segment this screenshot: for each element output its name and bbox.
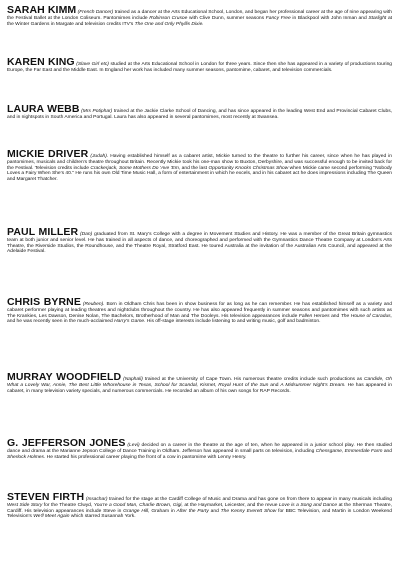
bio-text-run: for BBC Television, and Martin in London Weekend Television's [7,508,392,520]
bio-name: SARAH KIMM [7,4,77,16]
bio-text-run: and the last [180,165,209,171]
bio-text-run: studied at the Arts Educational School in London for three years. Since then she has appeared in a variety of productions touring Europe, the Far East and the Middle East. In England her work has included many summer seasons, pantomime, cabaret, and television commercials. [7,62,393,73]
bio-name: CHRIS BYRNE [7,296,81,308]
bio-text-run: trained at the Jackie Clarke School of Dancing, and has since appeared in the leading West End and Provincial Cabaret Clubs, and in nightspots in South America and Portugal. Laura has also appeared in several pantomimes, most recently at Swansea. [7,109,393,120]
bio-title-italic: West Side Story [7,502,43,508]
bio-title-italic: The One and Only Phyllis Dixie. [134,21,204,27]
bio-text-run: trained at the University of Cape Town. His numerous theatre credits include such productions as [142,377,364,382]
bio-role: (Judah). [90,154,109,159]
bio-title-italic: Chessgame, Emmerdale Farm [315,448,383,454]
bio-name: LAURA WEBB [7,103,80,115]
bio-title-italic: Fallen Heroes [298,313,330,319]
bio-role: (Slave Girl etc) [76,62,109,67]
bio-text-run: for the Theatre Clwyd, [42,502,94,508]
bio-name: PAUL MILLER [7,226,79,238]
bio-title-italic: The Kenny Everett Show [220,508,277,514]
bio-name: G. JEFFERSON JONES [7,437,126,449]
bio-name: STEVEN FIRTH [7,491,85,503]
bio-text-run: and [382,448,392,454]
bio-title-italic: Opportunity Knocks Christmas Show [208,165,289,171]
bio-name: KAREN KING [7,56,75,68]
bio-role: (Mrs Potiphar) [81,109,113,114]
bio-g-jefferson-jones [7,437,392,460]
bio-title-italic: A Midsummer Night's Dream. [280,382,346,388]
bio-title-italic: After the Party [176,508,209,514]
bio-role: (French Dancer) [77,10,114,15]
bio-text-run: trained for the stage at the Cardiff College of Music and Drama and has gone on from there to appear in many musicals including [107,497,392,502]
bio-title-italic: Grange Hill, [123,508,150,514]
bio-text-run: Graham in [149,508,177,514]
bio-text-run: and he was recently seen in the much-acclaimed [7,319,115,325]
bio-text-run: His off-stage interests include listening to and writing music, golf and badminton. [145,319,321,325]
bio-role: (Dan) [80,232,93,237]
bio-text-run: at the Haymarket, Leicester, and the revue [182,502,279,508]
bio-murray-woodfield [7,371,392,394]
bio-steven-firth [7,491,392,520]
bio-role: (Levi) [127,443,140,448]
bio-text-run: Born in Oldham Chris has been in show business for as long as he can remember. He has established himself as a variety and cabaret performer playing at leading theatres and nightclubs throughout the country. He has also appeared frequently in summer seasons and pantomimes with such artists as The Krankies, Les Dawson, Denise Nolan, The Bachelors, Brotherhood of Man and The Dooleys. His television appearances include [7,302,392,319]
bio-text-run: in Blackpool with John Inman and [290,15,369,21]
bio-chris-byrne [7,296,392,325]
bio-name: MICKIE DRIVER [7,148,89,160]
bio-text-run: with Clive Dunn, summer seasons [187,15,266,21]
bio-mickie-driver [7,148,393,183]
bio-role: (Reuben). [82,302,105,307]
bio-role: (Issachar) [85,497,108,502]
bio-title-italic: Starlight [368,15,387,21]
bio-text-run: trained as a dancer at the Arts Educational School, London, and began her professional career at the age of nine appearing with the Festival Ballet at the London Coliseum. Pantomimes include [7,10,392,21]
bio-text-run: He has appeared in cabaret, in many television variety specials, and numerous commercials. He recorded an album of his own songs for RAP Records. [7,382,392,394]
bio-text-run: when Mickie came second performing "Nobody Loves a Fairy When She's 40." He runs his own Old Time Music Hall, a form of entertainment in which he excels, and in his cabaret act he does impressions including The Queen and Margaret Thatcher. [7,165,392,182]
bio-text-run: which starred Susannah York. [69,514,136,520]
bio-title-italic: Sherlock Holmes. [7,454,46,460]
bio-text-run: and [268,382,281,388]
bio-text-run: He started his professional career playing the front of a cow in pantomime with Lenny Henry. [45,454,247,460]
bio-title-italic: Love is a Song and Dance [278,502,338,508]
bio-sarah-kimm [7,4,393,27]
bio-title-italic: Robinson Crusoe [149,15,188,21]
bio-title-italic: Crackerjack, Some Mothers Do 'Ave 'Em, [90,165,181,171]
bio-title-italic: The House of Caradus, [340,313,392,319]
bio-role: (Naphali) [123,377,143,382]
bio-text-run: at the Winter Gardens in Margate and television credits ITV's [7,15,393,27]
bio-title-italic: Candide, Oh What a Lovely War, Annie, The Best Little Whorehouse in Texas, School for Scandal, Kismet, Royal Hunt of the Sun [7,377,392,388]
bio-name: MURRAY WOODFIELD [7,371,122,383]
bio-title-italic: Harry's Game. [114,319,146,325]
bio-text-run: and [329,313,341,319]
bio-title-italic: We'll Meet Again [33,514,70,520]
bio-text-run: and [208,508,221,514]
bio-title-italic: You're a Good Man, Charlie Brown, Gigi, [93,502,183,508]
bio-text-run: at the Sherman Theatre, Cardiff. His television appearances include Steve in [7,502,392,514]
bio-text-run: Having established himself as a cabaret artist, Mickie turned to the theatre to further his career, since when he has played in pantomimes, musicals and children's theatre throughout Britain. Recently Mickie took his one-man show to Buxton, Derbyshire, and was successful enough to be invited back for the Festival. Television credits include [7,154,393,171]
bio-karen-king [7,56,393,74]
bio-title-italic: Fancy Free [265,15,291,21]
bio-text-run: decided on a career in the theatre at the age of ten, when he appeared in a junior school play. He then studied dance and drama at the Marianne Jepson College of Dance Training in Oldham. Jefferson has appeared in small parts on television, including [7,443,392,454]
bio-paul-miller [7,226,392,255]
bio-text-run: graduated from St. Mary's College with a degree in Movement Studies and History. He was a member of the Great Britain gymnastics team at both junior and senior level. He has trained in all aspects of dance, and choreographed and performed with the Gymnastics Dance Theatre Company at London's Arts Theatre, the Riverside Studios, the Roundhouse, and the Theatre Royal, Stratford East. He toured Australia at the invitation of the Australian Arts Council, and appeared at the Adelaide Festival. [7,232,392,255]
bio-laura-webb [7,103,393,121]
